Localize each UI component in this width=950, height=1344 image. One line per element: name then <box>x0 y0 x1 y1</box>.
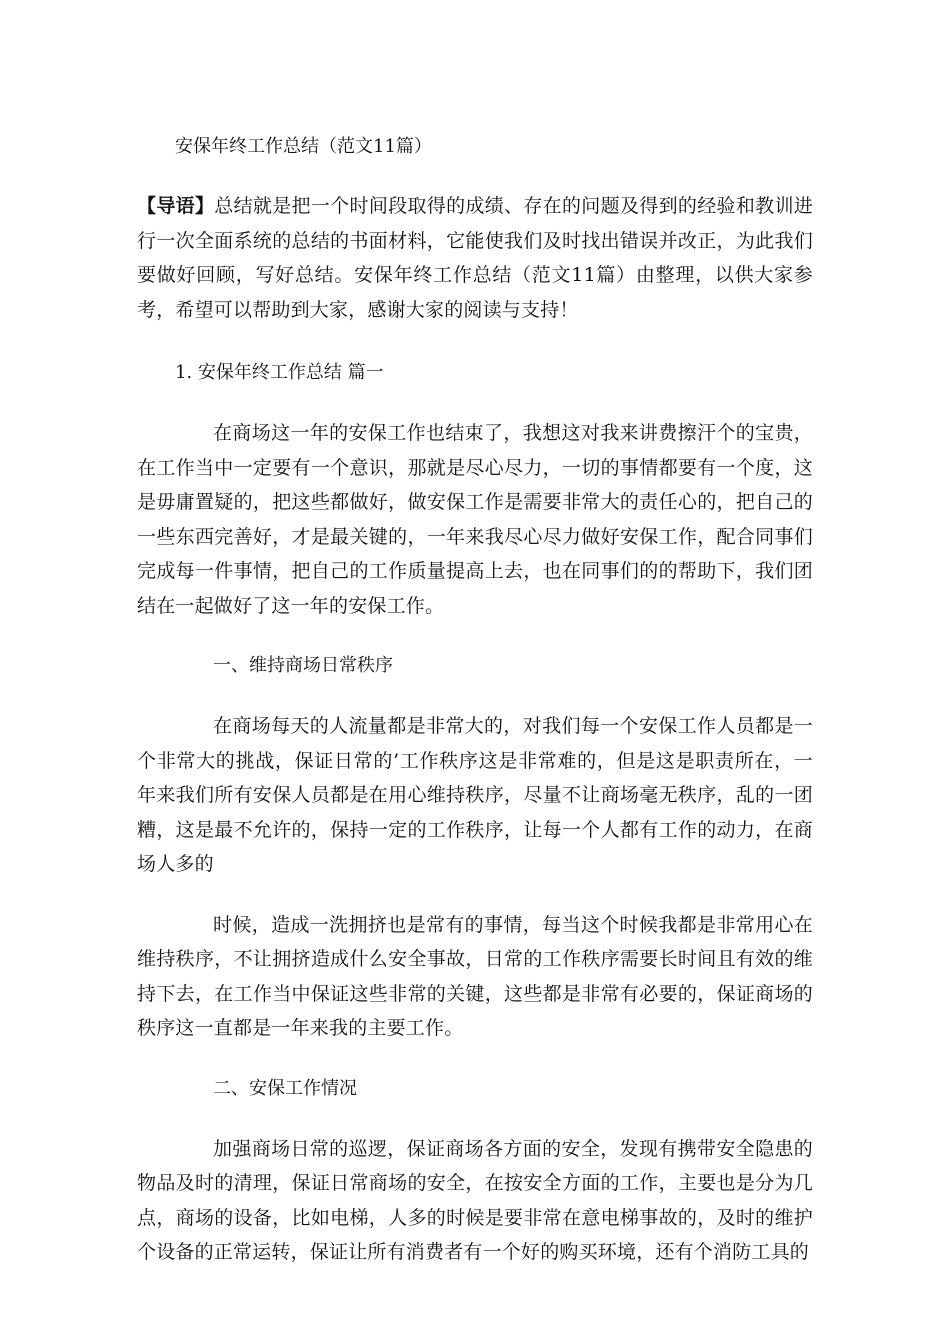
intro-paragraph <box>137 189 813 327</box>
intro-text: 总结就是把一个时间段取得的成绩、存在的问题及得到的经验和教训进行一次全面系统的总结的书面材料，它能使我们及时找出错误并改正，为此我们要做好回顾，写好总结。安保年终工作总结（范文11篇）由整理，以供大家参考，希望可以帮助到大家，感谢大家的阅读与支持！ <box>137 195 813 321</box>
body-paragraph-4: 加强商场日常的巡逻，保证商场各方面的安全，发现有携带安全隐患的物品及时的清理，保证日常商场的安全，在按安全方面的工作，主要也是分为几点，商场的设备，比如电梯，人多的时候是要非常在意电梯事故的，及时的维护个设备的正常运转，保证让所有消费者有一个好的购买环境，还有个消防工具的 <box>137 1137 813 1263</box>
subheading-order: 一、维持商场日常秩序 <box>213 655 393 676</box>
body-paragraph-1: 在商场这一年的安保工作也结束了，我想这对我来讲费擦汗个的宝贵，在工作当中一定要有一个意识，那就是尽心尽力，一切的事情都要有一个度，这是毋庸置疑的，把这些都做好，做安保工作是需要非常大的责任心的，把自己的一些东西完善好，才是最关键的，一年来我尽心尽力做好安保工作，配合同事们完成每一件事情，把自己的工作质量提高上去，也在同事们的的帮助下，我们团结在一起做好了这一年的安保工作。 <box>137 422 813 617</box>
intro-lead: 【导语】 <box>137 195 215 217</box>
section-heading: 1. 安保年终工作总结 篇一 <box>175 362 384 383</box>
body-paragraph-3: 时候，造成一洗拥挤也是常有的事情，每当这个时候我都是非常用心在维持秩序，不让拥挤造成什么安全事故，日常的工作秩序需要长时间且有效的维持下去，在工作当中保证这些非常的关键，这些都是非常有必要的，保证商场的秩序这一直都是一年来我的主要工作。 <box>137 913 813 1039</box>
subheading-security: 二、安保工作情况 <box>213 1077 357 1099</box>
body-paragraph-2: 在商场每天的人流量都是非常大的，对我们每一个安保工作人员都是一个非常大的挑战，保证日常的’工作秩序这是非常难的，但是这是职责所在，一年来我们所有安保人员都是在用心维持秩序，尽量不让商场毫无秩序，乱的一团糟，这是最不允许的，保持一定的工作秩序，让每一个人都有工作的动力，在商场人多的 <box>137 715 813 875</box>
document-body <box>137 130 813 1270</box>
document-title: 安保年终工作总结（范文11篇） <box>175 136 432 157</box>
